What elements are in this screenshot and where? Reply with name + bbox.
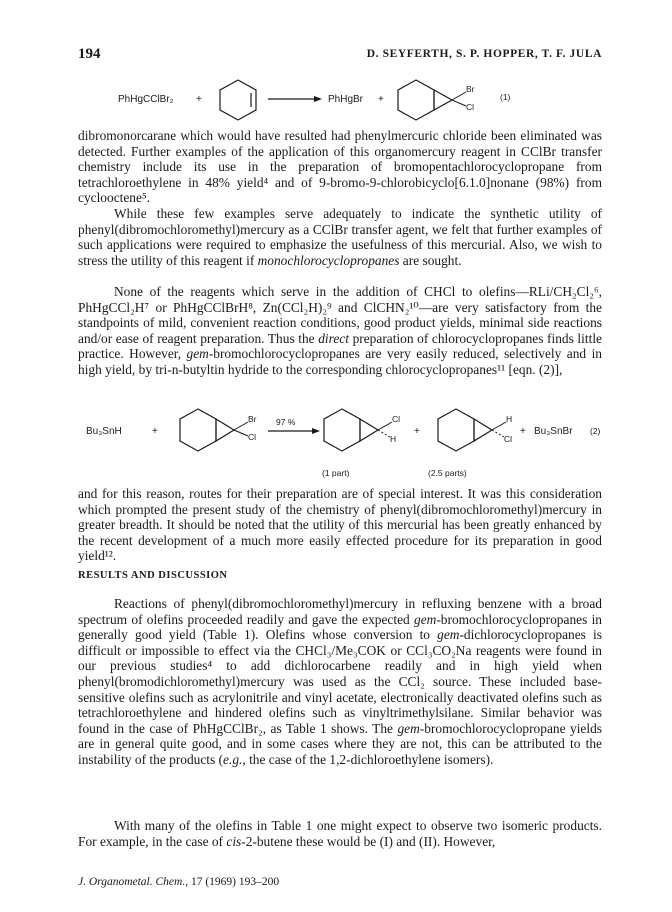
para5-text-b: -bromochlorocyclopropanes in generally good yield (Table 1). Olefins whose conversion to bbox=[78, 611, 602, 643]
eq2-reactant-structure bbox=[180, 409, 216, 451]
eq2-cl-label: Cl bbox=[248, 432, 257, 442]
eq2-p2-h-bond bbox=[492, 422, 506, 430]
eq1-number: (1) bbox=[500, 92, 511, 102]
paragraph-5 bbox=[78, 596, 602, 768]
eq2-arrowhead bbox=[312, 428, 320, 434]
paragraph-4-text: and for this reason, routes for their preparation are of special interest. It was this consideration which prompted the present study of the chemistry of phenyl(dibromochloromethyl)mercury in greater breadth. It should be noted that the utility of this mercurial has been greatly enhanced by the recent development of a much more easily effected procedure for its preparation in good yield¹². bbox=[78, 486, 602, 564]
eq2-br-label: Br bbox=[248, 414, 257, 424]
para3-italic-1: direct bbox=[318, 330, 349, 346]
eq2-reagent: Bu₃SnH bbox=[86, 426, 122, 437]
para2-text-a: While these few examples serve adequately to indicate the synthetic utility of phenyl(dibromochloromethyl)mercury as a CClBr transfer agent, we felt that further examples of such applications were required to emphasize the usefulness of this mercurial. Also, we wish to stress the utility of this reagent if bbox=[78, 206, 602, 268]
eq2-byproduct: Bu₃SnBr bbox=[534, 426, 573, 437]
para5-italic-4: e.g. bbox=[223, 751, 243, 767]
para5-italic-2: gem bbox=[437, 627, 460, 643]
eq2-plus-2: + bbox=[414, 426, 420, 437]
para2-italic: monochlorocyclopropanes bbox=[257, 252, 400, 268]
eq2-p1-cl-label: Cl bbox=[392, 414, 401, 424]
eq2-p1-h-bond bbox=[378, 430, 390, 437]
eq2-product-2-structure bbox=[438, 409, 474, 451]
eq1-reagent: PhHgCClBr₂ bbox=[118, 94, 174, 105]
eq2-p2-h-label: H bbox=[506, 414, 513, 424]
journal-footer bbox=[78, 876, 279, 888]
eq2-product-2-cyclopropane bbox=[474, 419, 492, 441]
page-number: 194 bbox=[78, 46, 101, 62]
eq2-p1-h-label: H bbox=[390, 434, 397, 444]
para6-text-b: -2-butene these would be (I) and (II). However, bbox=[241, 833, 496, 849]
eq2-plus-3: + bbox=[520, 426, 526, 437]
eq1-plus-2: + bbox=[378, 94, 384, 105]
para5-text-a: Reactions of phenyl(dibromochloromethyl)mercury in refluxing benzene with a broad spectrum of olefins proceeded readily and gave the expected bbox=[78, 596, 602, 627]
eq1-product: PhHgBr bbox=[328, 94, 364, 105]
paragraph-1-text: dibromonorcarane which would have resulted had phenylmercuric chloride been eliminated was detected. Further examples of the application of this organomercury reagent in CClBr transfer chemistry include its use in the preparation of bromopentachlorocyclopropane from tetrachloroethylene in 48% yield⁴ and of 9-bromo-9-chlorobicyclo[6.1.0]nonane (98%) from cyclooctene⁵. bbox=[78, 128, 602, 206]
eq2-reactant-cyclopropane bbox=[216, 419, 234, 441]
eq2-cl-bond bbox=[234, 430, 248, 436]
para3-text-c: -bromochlorocyclopropanes are very easily reduced, selectively and in high yield, by tri-n-butyltin hydride to the corresponding chlorocyclopropanes¹¹ [eqn. (2)], bbox=[78, 346, 602, 377]
eq1-plus-1: + bbox=[196, 94, 202, 105]
para5-italic-3: gem bbox=[397, 720, 420, 736]
eq2-number: (2) bbox=[590, 426, 601, 436]
eq2-part-label-2: (2.5 parts) bbox=[428, 468, 467, 478]
para6-italic: cis bbox=[226, 833, 242, 849]
para3-text-b: preparation of chlorocyclopropanes finds little practice. However, bbox=[78, 330, 602, 362]
eq2-yield-label: 97 % bbox=[276, 417, 296, 427]
eq2-p2-cl-bond bbox=[492, 430, 504, 437]
paragraph-4 bbox=[78, 486, 602, 564]
paragraph-6 bbox=[78, 818, 602, 849]
para5-text-d: -bromochlorocyclopropane yields are in general quite good, and in some cases where they are not, this can be attributed to the instability of the products ( bbox=[78, 720, 602, 767]
eq2-plus-1: + bbox=[152, 426, 158, 437]
eq2-br-bond bbox=[234, 422, 248, 430]
eq2-product-1-structure bbox=[324, 409, 360, 451]
running-header-authors: D. SEYFERTH, S. P. HOPPER, T. F. JULA bbox=[366, 48, 602, 60]
eq2-product-1-cyclopropane bbox=[360, 419, 378, 441]
para3-italic-2: gem bbox=[186, 346, 209, 362]
journal-citation: , 17 (1969) 193–200 bbox=[185, 876, 280, 888]
para2-text-b: are sought. bbox=[399, 252, 462, 268]
eq1-cl-label: Cl bbox=[466, 102, 475, 112]
journal-name: J. Organometal. Chem. bbox=[78, 876, 186, 888]
eq2-p2-cl-label: Cl bbox=[504, 434, 513, 444]
para5-italic-1: gem bbox=[414, 611, 437, 627]
para6-text-a: With many of the olefins in Table 1 one might expect to observe two isomeric products. For example, in the case of bbox=[78, 818, 602, 849]
eq2-p1-cl-bond bbox=[378, 422, 392, 430]
para5-text-c: -dichlorocyclopropanes is difficult or impossible to effect via the CHCl₃/Me₃COK or CCl₃CO₂Na reagents were found in our previous studies⁴ to add dichlorocarbene readily and in high yield when phenyl(bromodichloromethyl)mercury was used as the CCl₂ source. These included base-sensitive olefins such as acrylonitrile and vinyl acetate, electronically deactivated olefins such as tetrachloroethylene and hindered olefins such as vinyltrimethylsilane. Similar behavior was found in the case of PhHgCClBr₂, as Table 1 shows. The bbox=[78, 627, 602, 736]
eq1-br-label: Br bbox=[466, 84, 475, 94]
para3-text-a: None of the reagents which serve in the addition of CHCl to olefins—RLi/CH₂Cl₂⁶, PhHgCCl₂H⁷ or PhHgCClBrH⁸, Zn(CCl₂H)₂⁹ and ClCHN₂¹⁰—are very satisfactory from the standpoints of mild, convenient reaction conditions, good product yields, minimal side reactions and/or ease of reagent preparation. Thus the bbox=[78, 284, 602, 346]
para5-text-e: , the case of the 1,2-dichloroethylene isomers). bbox=[242, 751, 494, 767]
section-heading: RESULTS AND DISCUSSION bbox=[78, 570, 228, 581]
eq2-part-label-1: (1 part) bbox=[322, 468, 350, 478]
